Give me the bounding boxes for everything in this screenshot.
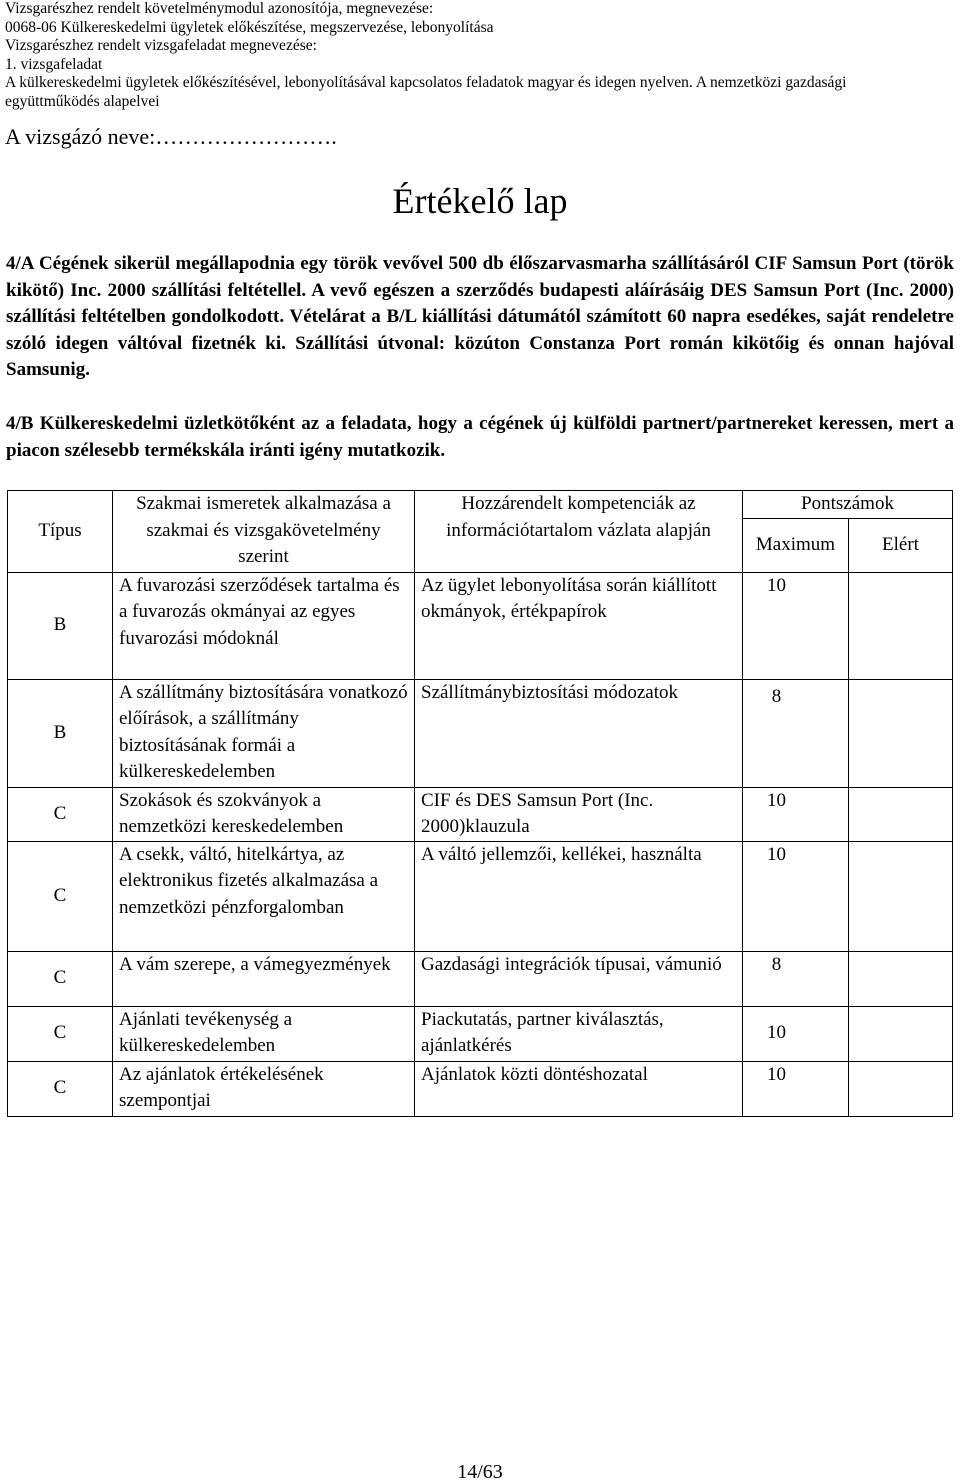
row-achieved-points[interactable] <box>849 787 953 841</box>
row-competence: CIF és DES Samsun Port (Inc. 2000)klauzula <box>415 787 743 841</box>
header-type: Típus <box>8 491 113 573</box>
exam-task-description: A külkereskedelmi ügyletek előkészítésével, lebonyolításával kapcsolatos feladatok magyar és idegen nyelven. A nemzetközi gazdasági <box>5 74 847 91</box>
row-max-points: 8 <box>743 951 849 1006</box>
row-achieved-points[interactable] <box>849 951 953 1006</box>
row-type: B <box>8 572 113 679</box>
page-title: Értékelő lap <box>392 181 568 221</box>
table-row <box>8 1006 953 1061</box>
row-skill: A csekk, váltó, hitelkártya, az elektronikus fizetés alkalmazása a nemzetközi pénzforgalomban <box>113 841 415 951</box>
table-row <box>8 841 953 951</box>
row-skill: A fuvarozási szerződések tartalma és a fuvarozás okmányai az egyes fuvarozási módoknál <box>113 572 415 679</box>
row-type: C <box>8 841 113 951</box>
row-competence: Szállítmánybiztosítási módozatok <box>415 679 743 787</box>
document-header <box>5 0 955 111</box>
table-row <box>8 679 953 787</box>
row-max-points: 10 <box>743 1061 849 1116</box>
task-4a-text: 4/A Cégének sikerül megállapodnia egy török vevővel 500 db élőszarvasmarha szállításáról CIF Samsun Port (török kikötő) Inc. 2000 szállítási feltétellel. A vevő egészen a szerződés budapesti aláírásáig DES Samsun Port (Inc. 2000) szállítási feltételben gondolkodott. Vételárat a B/L kiállítási dátumától számított 60 napra esedékes, saját rendeletre szóló idegen váltóval fizetnék ki. Szállítási útvonal: közúton Constanza Port román kikötőig és onnan hajóval Samsunig. <box>6 253 954 380</box>
table-row <box>8 951 953 1006</box>
page-number: 14/63 <box>457 1461 503 1483</box>
row-skill: Az ajánlatok értékelésének szempontjai <box>113 1061 415 1116</box>
evaluation-table <box>7 490 953 1117</box>
module-name: 0068-06 Külkereskedelmi ügyletek előkészítése, megszervezése, lebonyolítása <box>5 18 494 36</box>
exam-task-description-cont: együttműködés alapelvei <box>5 92 160 110</box>
row-achieved-points[interactable] <box>849 572 953 679</box>
row-type: B <box>8 679 113 787</box>
row-type: C <box>8 1061 113 1116</box>
header-max: Maximum <box>743 518 849 572</box>
row-max-points: 10 <box>743 1006 849 1061</box>
row-skill: Szokások és szokványok a nemzetközi kereskedelemben <box>113 787 415 841</box>
row-type: C <box>8 951 113 1006</box>
row-competence: A váltó jellemzői, kellékei, használta <box>415 841 743 951</box>
module-label: Vizsgarészhez rendelt követelménymodul azonosítója, megnevezése: <box>5 0 434 17</box>
table-row <box>8 572 953 679</box>
row-skill: A szállítmány biztosítására vonatkozó előírások, a szállítmány biztosításának formái a külkereskedelemben <box>113 679 415 787</box>
row-competence: Piackutatás, partner kiválasztás, ajánlatkérés <box>415 1006 743 1061</box>
table-header-row <box>8 491 953 519</box>
row-skill: Ajánlati tevékenység a külkereskedelemben <box>113 1006 415 1061</box>
header-achieved: Elért <box>849 518 953 572</box>
row-max-points: 10 <box>743 572 849 679</box>
row-competence: Ajánlatok közti döntéshozatal <box>415 1061 743 1116</box>
row-max-points: 8 <box>743 679 849 787</box>
exam-task-number: 1. vizsgafeladat <box>5 55 103 73</box>
row-achieved-points[interactable] <box>849 841 953 951</box>
task-4b-text: 4/B Külkereskedelmi üzletkötőként az a feladata, hogy a cégének új külföldi partnert/partnereket keressen, mert a piacon szélesebb termékskála iránti igény mutatkozik. <box>6 413 954 461</box>
row-type: C <box>8 1006 113 1061</box>
row-type: C <box>8 787 113 841</box>
table-row <box>8 787 953 841</box>
row-skill: A vám szerepe, a vámegyezmények <box>113 951 415 1006</box>
row-competence: Az ügylet lebonyolítása során kiállított okmányok, értékpapírok <box>415 572 743 679</box>
candidate-name-field: A vizsgázó neve:……………………. <box>5 124 337 149</box>
table-row <box>8 1061 953 1116</box>
row-competence: Gazdasági integrációk típusai, vámunió <box>415 951 743 1006</box>
header-points: Pontszámok <box>743 491 953 519</box>
header-competence: Hozzárendelt kompetenciák az információtartalom vázlata alapján <box>415 491 743 573</box>
row-max-points: 10 <box>743 841 849 951</box>
row-achieved-points[interactable] <box>849 1061 953 1116</box>
row-achieved-points[interactable] <box>849 679 953 787</box>
row-max-points: 10 <box>743 787 849 841</box>
header-skill: Szakmai ismeretek alkalmazása a szakmai és vizsgakövetelmény szerint <box>113 491 415 573</box>
exam-task-label: Vizsgarészhez rendelt vizsgafeladat megnevezése: <box>5 37 317 54</box>
row-achieved-points[interactable] <box>849 1006 953 1061</box>
